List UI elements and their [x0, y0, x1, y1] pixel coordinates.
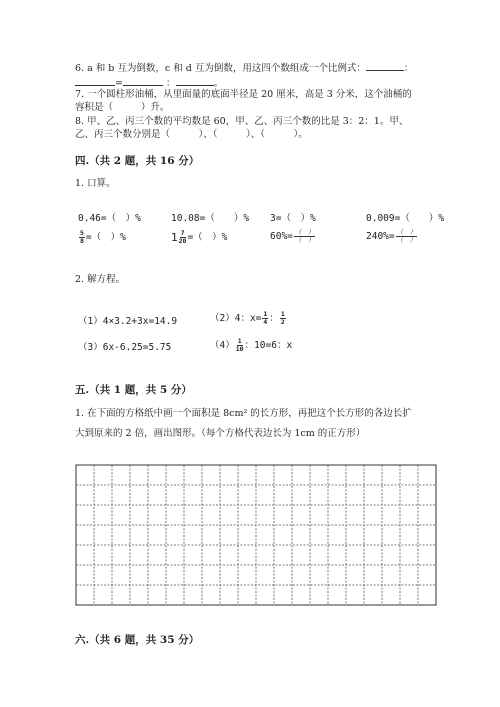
- calc-7: 60%= $\frac{( )}{( )}$: [270, 228, 315, 244]
- equation-2: （2）4：x= $\frac{1}{4}$ ： $\frac{1}{2}$: [210, 310, 285, 326]
- q6-colon: ：: [403, 63, 414, 74]
- calc-4: 0.009=（ ）%: [366, 213, 445, 224]
- q7-text-a: 容积是（: [75, 102, 114, 113]
- equation-2-fraction-1: $\frac{1}{4}$: [263, 310, 268, 326]
- calc-5: $\frac{5}{8}$ =（ ）%: [80, 229, 126, 245]
- calc-7-fraction: $\frac{( )}{( )}$: [294, 228, 315, 244]
- calc-6: 1 $\frac{7}{20}$ =（ ）%: [171, 229, 228, 245]
- section5-q1-line2: 大到原来的 2 倍，画出图形。（每个方格代表边长为 1cm 的正方形）: [75, 428, 366, 439]
- q6-blank-4[interactable]: [176, 76, 214, 86]
- q6-equals: =: [115, 78, 123, 89]
- q6-blank-2[interactable]: [75, 76, 115, 86]
- equation-2-fraction-2: $\frac{1}{2}$: [280, 310, 285, 326]
- calc-1: 0.46=（ ）%: [78, 213, 141, 224]
- q8-line2: 乙、丙三个数分别是（ ）、（ ）、（ ）。: [75, 129, 308, 140]
- graph-paper-grid[interactable]: [75, 464, 437, 606]
- section4-q2-title: 2. 解方程。: [75, 274, 126, 285]
- q6-text: 6. a 和 b 互为倒数，c 和 d 互为倒数，用这四个数组成一个比例式：: [75, 63, 366, 74]
- calc-3: 3=（ ）%: [270, 213, 316, 224]
- section6-title: 六.（共 6 题，共 35 分）: [75, 634, 200, 646]
- calc-8: 240%= $\frac{( )}{( )}$: [366, 228, 417, 244]
- equation-4-fraction: $\frac{1}{10}$: [235, 337, 244, 353]
- calc-6-fraction: $\frac{7}{20}$: [178, 229, 187, 245]
- q6-colon-2: ：: [166, 78, 176, 89]
- q7-text-b: ）升。: [141, 102, 170, 113]
- section5-q1-line1: 1. 在下面的方格纸中画一个面积是 8cm² 的长方形，再把这个长方形的各边长扩: [75, 408, 412, 419]
- q6-blank-3[interactable]: [123, 76, 163, 86]
- section4-title: 四.（共 2 题，共 16 分）: [75, 155, 200, 167]
- section4-q1-title: 1. 口算。: [75, 178, 116, 189]
- calc-5-fraction: $\frac{5}{8}$: [80, 229, 84, 245]
- q6-line1: [75, 61, 413, 75]
- q6-line2: [75, 76, 223, 90]
- equation-4: （4） $\frac{1}{10}$ ：10=6：x: [210, 337, 293, 353]
- equation-3: （3）6x-6.25=5.75: [78, 342, 172, 353]
- section5-title: 五.（共 1 题，共 5 分）: [75, 384, 192, 396]
- calc-8-fraction: $\frac{( )}{( )}$: [396, 228, 417, 244]
- q7-line1: 7. 一个圆柱形油桶，从里面量的底面半径是 20 厘米，高是 3 分米，这个油桶的: [75, 89, 412, 100]
- equation-1: （1）4×3.2+3x=14.9: [78, 316, 178, 327]
- q8-line1: 8. 甲、乙、丙三个数的平均数是 60，甲、乙、丙三个数的比是 3：2：1。甲、: [75, 116, 409, 127]
- q7-line2: [75, 102, 170, 114]
- q6-period: 。: [213, 78, 224, 89]
- q6-blank-1[interactable]: [366, 61, 404, 71]
- calc-6-integer: 1: [171, 231, 178, 244]
- calc-2: 10.08=（ ）%: [171, 213, 250, 224]
